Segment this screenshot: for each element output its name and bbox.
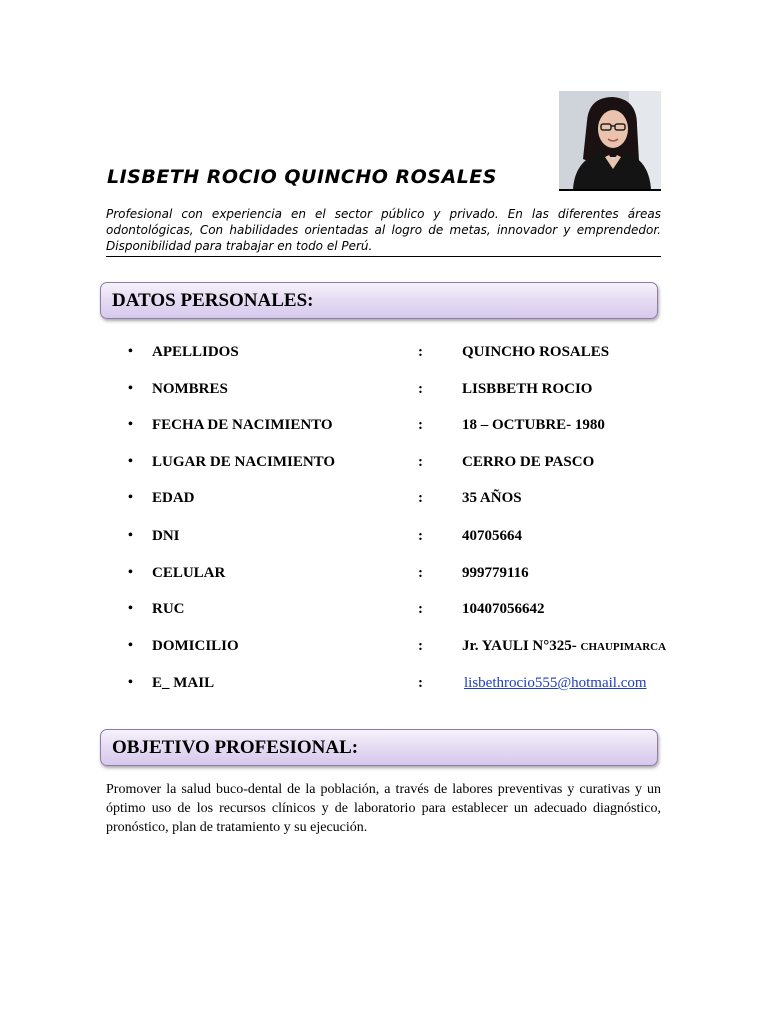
bullet: •	[128, 344, 133, 359]
separator-colon: :	[418, 454, 423, 470]
field-label: LUGAR DE NACIMIENTO	[152, 454, 336, 470]
field-label: DNI	[152, 528, 180, 544]
list-item-dni	[0, 528, 768, 548]
section-title-personal-data: DATOS PERSONALES:	[112, 290, 314, 311]
separator-colon: :	[418, 675, 423, 691]
list-item-lugar-nacimiento	[0, 454, 768, 474]
field-label: RUC	[152, 601, 185, 617]
list-item-nombres	[0, 381, 768, 401]
separator-colon: :	[418, 344, 423, 360]
bullet: •	[128, 675, 133, 690]
list-item-apellidos	[0, 344, 768, 364]
bullet: •	[128, 454, 133, 469]
list-item-edad	[0, 490, 768, 510]
bullet: •	[128, 565, 133, 580]
list-item-domicilio	[0, 638, 768, 658]
email-link[interactable]: lisbethrocio555@hotmail.com	[464, 675, 647, 691]
field-label: FECHA DE NACIMIENTO	[152, 417, 333, 433]
separator-colon: :	[418, 417, 423, 433]
section-title-objective: OBJETIVO PROFESIONAL:	[112, 737, 359, 758]
address-district: CHAUPIMARCA	[580, 641, 667, 653]
section-header-personal-data	[100, 282, 658, 319]
separator-colon: :	[418, 565, 423, 581]
list-item-fecha-nacimiento	[0, 417, 768, 437]
field-value	[462, 638, 666, 655]
separator-colon: :	[418, 638, 423, 654]
field-value: 40705664	[462, 528, 522, 544]
field-label: CELULAR	[152, 565, 226, 581]
separator-colon: :	[418, 381, 423, 397]
bullet: •	[128, 528, 133, 543]
objective-text: Promover la salud buco-dental de la población, a través de labores preventivas y curativas y un óptimo uso de los recursos clínicos y de laboratorio para establecer un adecuado diagnóstico, pronóstico, plan de tratamiento y su ejecución.	[106, 782, 661, 835]
professional-summary: Profesional con experiencia en el sector público y privado. En las diferentes áreas odontológicas, Con habilidades orientadas al logro de metas, innovador y emprendedor. Disponibilidad para trabajar en todo el Perú.	[106, 206, 661, 257]
separator-colon: :	[418, 601, 423, 617]
separator-colon: :	[418, 528, 423, 544]
field-value: LISBBETH ROCIO	[462, 381, 593, 397]
field-label: E_ MAIL	[152, 675, 215, 691]
field-label: NOMBRES	[152, 381, 228, 397]
field-value: QUINCHO ROSALES	[462, 344, 610, 360]
field-value: 10407056642	[462, 601, 545, 617]
list-item-email	[0, 675, 768, 695]
address-text: Jr. YAULI N°325-	[462, 638, 581, 654]
section-header-objective	[100, 729, 658, 766]
separator-colon: :	[418, 490, 423, 506]
bullet: •	[128, 601, 133, 616]
field-value: 18 – OCTUBRE- 1980	[462, 417, 605, 433]
bullet: •	[128, 381, 133, 396]
candidate-name: LISBETH ROCIO QUINCHO ROSALES	[107, 166, 497, 188]
list-item-ruc	[0, 601, 768, 621]
bullet: •	[128, 490, 133, 505]
field-label: DOMICILIO	[152, 638, 239, 654]
field-label: APELLIDOS	[152, 344, 239, 360]
profile-photo	[559, 91, 661, 191]
field-value: 999779116	[462, 565, 529, 581]
field-value: CERRO DE PASCO	[462, 454, 595, 470]
bullet: •	[128, 638, 133, 653]
field-value: 35 AÑOS	[462, 490, 522, 506]
field-label: EDAD	[152, 490, 195, 506]
list-item-celular	[0, 565, 768, 585]
bullet: •	[128, 417, 133, 432]
